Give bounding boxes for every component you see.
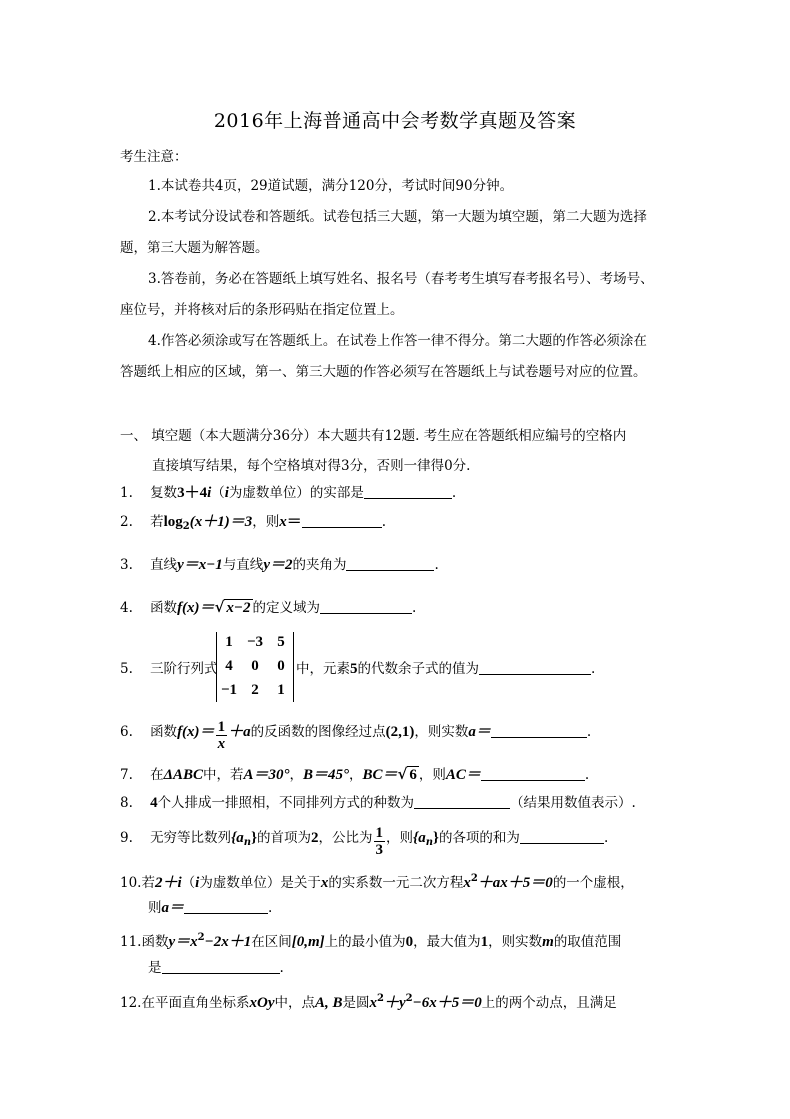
- q3-text-b: 与直线: [222, 557, 264, 573]
- question-11: [120, 928, 621, 952]
- q9-math-close-2: }: [433, 830, 439, 846]
- question-7: [120, 764, 589, 785]
- q8-text-b: （结果用数值表示）.: [510, 795, 636, 811]
- matrix-cell: 4: [225, 658, 233, 674]
- q6-text-a: 函数: [150, 724, 178, 740]
- q2-math-x: x: [279, 514, 287, 530]
- q6-text-c: ，则实数: [414, 724, 469, 740]
- q9-math-sub-2: n: [425, 837, 434, 848]
- q9-text-a: 无穷等比数列: [150, 830, 232, 846]
- q12-text-a: 在平面直角坐标系: [141, 995, 250, 1011]
- q11-math-f: m: [542, 934, 554, 950]
- q9-text-c: ，公比为: [318, 830, 373, 846]
- q7-math-b: A＝30°: [243, 767, 290, 783]
- q5-text-c: 的代数余子式的值为: [357, 661, 479, 677]
- q11-number: 11.: [120, 934, 142, 950]
- q9-number: 9.: [120, 830, 133, 846]
- matrix-cell: 1: [225, 634, 233, 650]
- q11-math-b: −2x＋1: [204, 934, 252, 950]
- matrix-cell: 0: [251, 658, 259, 674]
- q2-number: 2.: [120, 514, 133, 530]
- matrix-cell: −1: [220, 682, 238, 698]
- q5-end: .: [591, 661, 596, 677]
- q12-math-b: A, B: [314, 995, 343, 1011]
- question-5-cont: [296, 659, 595, 679]
- question-1: [120, 483, 456, 503]
- q7-text-e: ，: [349, 767, 363, 783]
- q9-text-f: 的各项的和为: [438, 830, 520, 846]
- question-3: [120, 555, 439, 575]
- q2-end: .: [381, 514, 387, 530]
- q10-answer-blank: [184, 899, 268, 914]
- q6-end: .: [586, 724, 592, 740]
- q12-text-c: 是圆: [342, 995, 370, 1011]
- q9-math-b: 2: [311, 830, 319, 846]
- q11-text-f: ，则实数: [488, 934, 543, 950]
- question-6: [120, 719, 591, 752]
- q6-text-b: 的反函数的图像经过点: [250, 724, 386, 740]
- q11-math-c: [0,m]: [291, 934, 325, 950]
- q1-math-b: i: [207, 485, 212, 501]
- q12-text-b: 中，点: [274, 995, 315, 1011]
- section-1-heading: 一、 填空题（本大题满分36分）本大题共有12题. 考生应在答题纸相应编号的空格内: [120, 428, 627, 444]
- q5-answer-blank: [479, 660, 591, 675]
- q8-number: 8.: [120, 795, 133, 811]
- q9-text-e: ，则: [386, 830, 413, 846]
- q7-text-c: ，: [289, 767, 303, 783]
- q12-number: 12.: [120, 995, 142, 1011]
- q8-answer-blank: [414, 794, 510, 809]
- q7-end: .: [584, 767, 590, 783]
- q11-math-d: 0: [405, 934, 414, 950]
- q1-answer-blank: [364, 484, 452, 499]
- q10-math-exp: 2: [470, 873, 478, 884]
- q7-math-e: AC＝: [445, 767, 481, 783]
- q7-answer-blank: [481, 766, 585, 781]
- q1-text-b: （: [211, 485, 225, 501]
- q11-answer-blank: [162, 959, 280, 974]
- question-2: [120, 512, 386, 537]
- q2-answer-blank: [302, 513, 382, 528]
- q10-number: 10.: [120, 875, 142, 891]
- q4-math-a: f(x)＝: [177, 600, 215, 616]
- q9-end: .: [603, 830, 609, 846]
- q3-number: 3.: [120, 557, 133, 573]
- q1-number: 1.: [120, 485, 133, 501]
- q9-answer-blank: [520, 829, 604, 844]
- q4-number: 4.: [120, 600, 133, 616]
- q5-number: 5.: [120, 661, 133, 677]
- q11-math-exp: 2: [197, 932, 205, 943]
- q6-answer-blank: [491, 723, 587, 738]
- q7-math-a: ΔABC: [163, 767, 203, 783]
- q2-math-log: log: [163, 514, 183, 530]
- q10-math-e: ＋ax＋5＝0: [477, 875, 553, 891]
- question-5: [120, 659, 218, 679]
- q9-fraction: [374, 825, 386, 858]
- q9-frac-den: 3: [375, 842, 383, 858]
- q10-math-c: x: [320, 875, 329, 891]
- q8-text-a: 个人排成一排照相，不同排列方式的种数为: [157, 795, 415, 811]
- question-12: [120, 989, 617, 1013]
- q4-text-b: 的定义域为: [252, 600, 321, 616]
- q12-math-exp-2: 2: [405, 993, 413, 1004]
- q4-text-a: 函数: [150, 600, 178, 616]
- q9-frac-num: 1: [375, 825, 383, 841]
- q1-text-a: 复数: [150, 485, 178, 501]
- q5-text-a: 三阶行列式: [150, 661, 218, 677]
- section-1-instructions: 直接填写结果，每个空格填对得3分，否则一律得0分.: [152, 458, 471, 474]
- sqrt-icon: √: [214, 598, 225, 616]
- determinant-matrix: [216, 632, 294, 702]
- q10-text-f: 的一个虚根，: [552, 875, 634, 891]
- q6-frac-den: x: [217, 736, 226, 752]
- matrix-cell: 0: [277, 658, 285, 674]
- matrix-cell: 5: [277, 634, 285, 650]
- q6-math-b: ＋a: [228, 724, 251, 740]
- q10-text-b: （: [181, 875, 196, 891]
- question-10-cont: [148, 898, 272, 918]
- sqrt-icon: √: [397, 765, 408, 783]
- q12-math-e: −6x＋5＝0: [412, 995, 482, 1011]
- q6-number: 6.: [120, 724, 133, 740]
- notice-item-2: 2.本考试分设试卷和答题纸。试卷包括三大题，第一大题为填空题，第二大题为选择: [148, 209, 647, 225]
- q9-math-a: {a: [231, 830, 244, 846]
- q1-math-c: i: [224, 485, 229, 501]
- q10-text-e: 的实系数一元二次方程: [328, 875, 464, 891]
- q3-math-a: y＝x−1: [177, 557, 223, 573]
- q3-answer-blank: [346, 556, 434, 571]
- q10-math-b: i: [195, 875, 200, 891]
- notice-item-3: 3.答卷前，务必在答题纸上填写姓名、报名号（春考考生填写春考报名号）、考场号、: [148, 271, 654, 287]
- notice-item-4: 4.作答必须涂或写在答题纸上。在试卷上作答一律不得分。第二大题的作答必须涂在: [148, 333, 647, 349]
- question-9: [120, 825, 608, 858]
- notice-item-1: 1.本试卷共4页，29道试题，满分120分，考试时间90分钟。: [148, 178, 514, 194]
- q3-text-c: 的夹角为: [292, 557, 347, 573]
- notice-item-4-cont: 答题纸上相应的区域，第一、第三大题的作答必须写在答题纸上与试卷题号对应的位置。: [120, 364, 647, 380]
- q9-text-b: 的首项为: [257, 830, 311, 846]
- question-10: [120, 869, 634, 893]
- q11-math-e: 1: [480, 934, 489, 950]
- q12-text-e: 上的两个动点，且满足: [481, 995, 617, 1011]
- q7-text-f: ，则: [418, 767, 446, 783]
- matrix-cell: −3: [246, 634, 264, 650]
- q4-end: .: [412, 600, 417, 616]
- notice-item-2-cont: 题，第三大题为解答题。: [120, 240, 269, 256]
- q10-math-f: a＝: [161, 900, 185, 916]
- q11-text-a: 函数: [141, 934, 169, 950]
- notice-heading: 考生注意：: [120, 149, 188, 165]
- question-8: [120, 793, 636, 813]
- q2-text-a: 若: [150, 514, 164, 530]
- q9-math-c: {a: [413, 830, 426, 846]
- q5-text-b: 中，元素: [296, 661, 350, 677]
- q3-math-b: y＝2: [263, 557, 293, 573]
- q9-math-close: }: [251, 830, 257, 846]
- q11-text-e: ，最大值为: [413, 934, 481, 950]
- q3-end: .: [434, 557, 439, 573]
- q7-number: 7.: [120, 767, 133, 783]
- q1-math-a: 3＋4: [177, 485, 208, 501]
- q11-text-h: 是: [148, 960, 162, 976]
- q12-math-exp: 2: [377, 993, 384, 1004]
- q3-text-a: 直线: [150, 557, 178, 573]
- question-11-cont: [148, 958, 284, 978]
- q2-math-eq: (x＋1)＝3: [189, 514, 253, 530]
- q10-end: .: [268, 900, 273, 916]
- question-4: [120, 597, 416, 618]
- q10-math-d: x: [463, 875, 471, 891]
- q10-math-a: 2＋i: [154, 875, 182, 891]
- q7-math-d: BC＝: [362, 767, 398, 783]
- q11-end: .: [279, 960, 284, 976]
- q6-math-c: (2,1): [385, 724, 415, 740]
- q10-text-g: 则: [148, 900, 162, 916]
- q7-math-c: B＝45°: [303, 767, 350, 783]
- q11-text-c: 上的最小值为: [324, 934, 406, 950]
- q12-math-d: ＋y: [383, 995, 406, 1011]
- q10-text-c: 为虚数单位）是关于: [199, 875, 321, 891]
- q5-math-a: 5: [350, 661, 358, 677]
- q8-math-a: 4: [150, 795, 158, 811]
- q7-text-a: 在: [150, 767, 164, 783]
- q6-math-d: a＝: [468, 724, 491, 740]
- q12-math-a: xOy: [249, 995, 275, 1011]
- q2-math-equals: ＝: [286, 514, 302, 530]
- q6-math-a: f(x)＝: [177, 724, 215, 740]
- notice-item-3-cont: 座位号，并将核对后的条形码贴在指定位置上。: [120, 302, 404, 318]
- q2-text-b: ，则: [252, 514, 280, 530]
- q11-text-g: 的取值范围: [553, 934, 622, 950]
- q4-answer-blank: [320, 599, 412, 614]
- q7-math-radicand: 6: [409, 767, 417, 783]
- page-title: 2016年上海普通高中会考数学真题及答案: [213, 110, 577, 132]
- q7-text-b: 中，若: [202, 767, 244, 783]
- q9-math-sub: n: [243, 837, 252, 848]
- q10-text-a: 若: [141, 875, 155, 891]
- q6-frac-num: 1: [217, 719, 226, 735]
- q1-end: .: [451, 485, 457, 501]
- q6-fraction: [216, 719, 228, 752]
- q4-math-radicand: x−2: [226, 600, 251, 616]
- q12-math-c: x: [369, 995, 377, 1011]
- q11-text-b: 在区间: [251, 934, 292, 950]
- q2-math-base: 2: [182, 521, 190, 532]
- matrix-cell: 1: [277, 682, 285, 698]
- matrix-cell: 2: [251, 682, 259, 698]
- q1-text-c: 为虚数单位）的实部是: [228, 485, 364, 501]
- q11-math-a: y＝x: [168, 934, 198, 950]
